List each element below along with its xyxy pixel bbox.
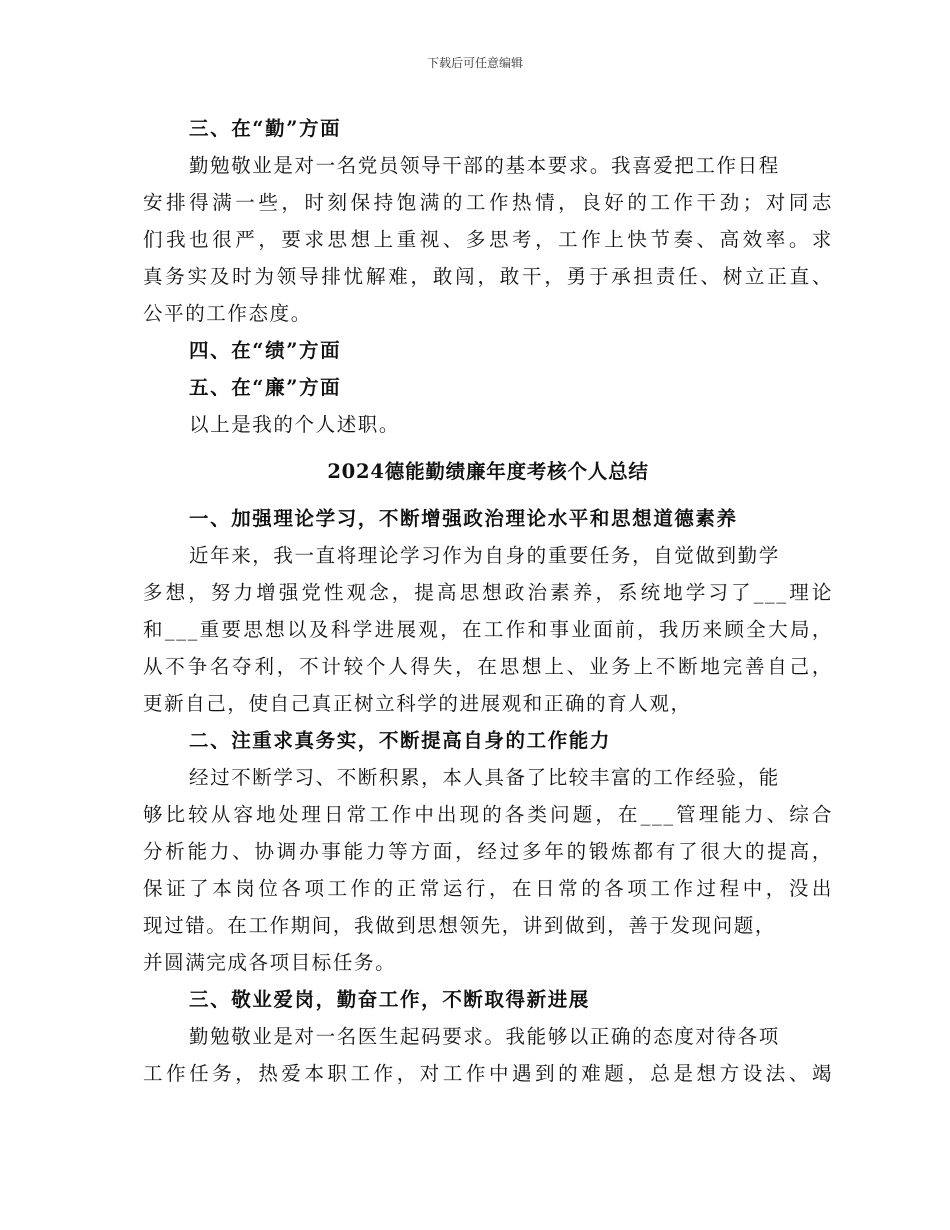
paragraph-line: 从不争名夺利，不计较个人得失，在思想上、业务上不断地完善自己， bbox=[143, 655, 833, 678]
paragraph-line: 经过不断学习、不断积累，本人具备了比较丰富的工作经验，能 bbox=[189, 766, 780, 789]
paragraph-line: 安排得满一些，时刻保持饱满的工作热情，良好的工作干劲；对同志 bbox=[143, 191, 833, 214]
section-heading: 三、在“勤”方面 bbox=[189, 117, 342, 140]
paragraph-line: 们我也很严，要求思想上重视、多思考，工作上快节奏、高效率。求 bbox=[143, 228, 833, 251]
section-heading: 二、注重求真务实，不断提高自身的工作能力 bbox=[189, 729, 612, 752]
paragraph-line: 工作任务，热爱本职工作，对工作中遇到的难题，总是想方设法、竭 bbox=[143, 1062, 833, 1085]
document-body bbox=[143, 110, 833, 1092]
paragraph-line: 分析能力、协调办事能力等方面，经过多年的锻炼都有了很大的提高， bbox=[143, 840, 833, 863]
paragraph-line: 勤勉敬业是对一名医生起码要求。我能够以正确的态度对待各项 bbox=[189, 1025, 780, 1048]
paragraph-line: 现过错。在工作期间，我做到思想领先，讲到做到，善于发现问题， bbox=[143, 914, 777, 937]
page-header: 下载后可任意编辑 bbox=[426, 56, 523, 70]
paragraph-line: 真务实及时为领导排忧解难，敢闯，敢干，勇于承担责任、树立正直、 bbox=[143, 265, 833, 288]
paragraph-line: 公平的工作态度。 bbox=[143, 302, 312, 325]
paragraph-line: 勤勉敬业是对一名党员领导干部的基本要求。我喜爱把工作日程 bbox=[189, 154, 780, 177]
section-heading: 四、在“绩”方面 bbox=[189, 339, 342, 362]
section-heading: 五、在“廉”方面 bbox=[189, 376, 342, 399]
paragraph-line: 更新自己，使自己真正树立科学的进展观和正确的育人观， bbox=[143, 692, 692, 715]
section-heading: 三、敬业爱岗，勤奋工作，不断取得新进展 bbox=[189, 988, 590, 1011]
paragraph-line: 并圆满完成各项目标任务。 bbox=[143, 951, 397, 974]
paragraph-line: 近年来，我一直将理论学习作为自身的重要任务，自觉做到勤学 bbox=[189, 544, 780, 567]
paragraph-line: 多想，努力增强党性观念，提高思想政治素养，系统地学习了___理论 bbox=[143, 581, 833, 604]
paragraph-line: 保证了本岗位各项工作的正常运行，在日常的各项工作过程中，没出 bbox=[143, 877, 833, 900]
paragraph-line: 和___重要思想以及科学进展观，在工作和事业面前，我历来顾全大局， bbox=[143, 618, 833, 641]
paragraph-line: 够比较从容地处理日常工作中出现的各类问题，在___管理能力、综合 bbox=[143, 803, 833, 826]
paragraph-line: 以上是我的个人述职。 bbox=[189, 413, 401, 436]
document-title: 2024德能勤绩廉年度考核个人总结 bbox=[327, 460, 649, 483]
section-heading: 一、加强理论学习，不断增强政治理论水平和思想道德素养 bbox=[189, 507, 738, 530]
